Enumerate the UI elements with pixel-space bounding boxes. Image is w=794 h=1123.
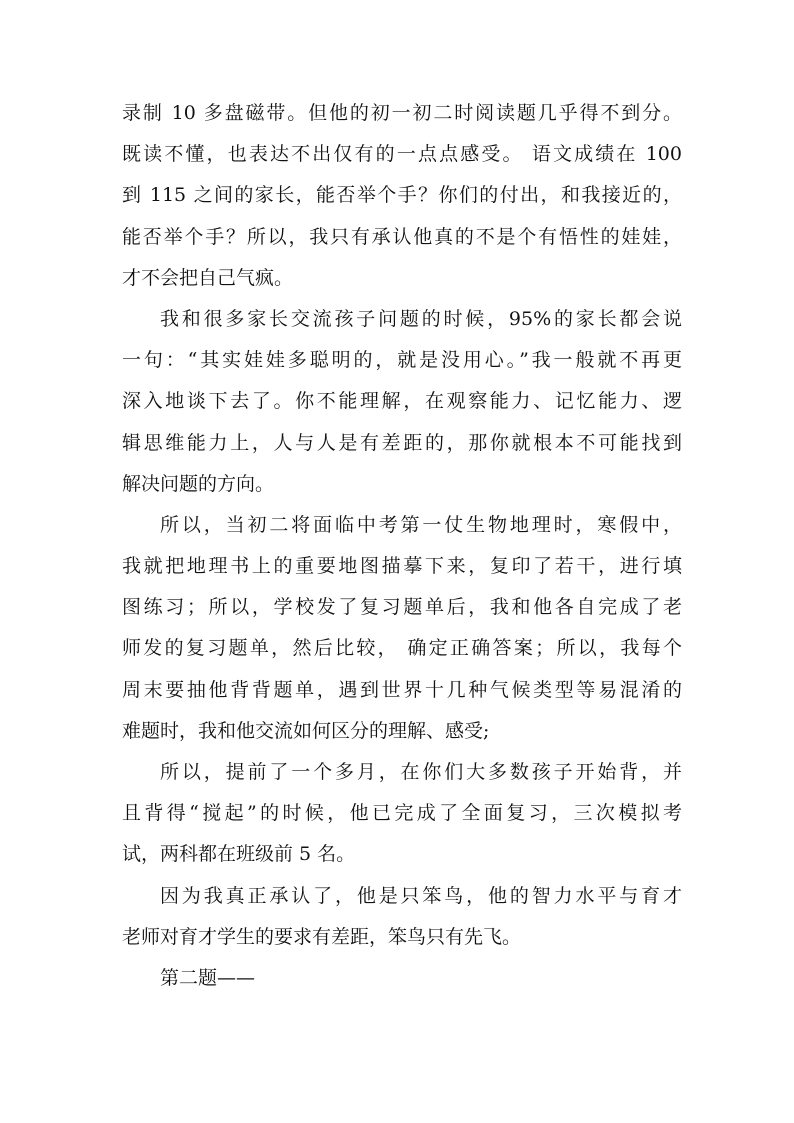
text-line: 难题时，我和他交流如何区分的理解、感受;	[122, 719, 490, 742]
paragraph	[122, 958, 682, 999]
text-line: 我和很多家长交流孩子问题的时候，95%的家长都会说	[160, 307, 682, 330]
text-line: 周末要抽他背背题单，遇到世界十几种气候类型等易混淆的	[122, 678, 682, 701]
text-line: 我就把地理书上的重要地图描摹下来，复印了若干，进行填	[122, 555, 682, 578]
text-line: 到 115 之间的家长，能否举个手？你们的付出，和我接近的，	[122, 184, 682, 207]
text-line: 且背得“搅起”的时候，他已完成了全面复习，三次模拟考	[122, 802, 682, 825]
paragraph	[122, 93, 682, 299]
text-line: 辑思维能力上，人与人是有差距的，那你就根本不可能找到	[122, 431, 682, 454]
section-heading: 第二题——	[160, 966, 256, 989]
text-line: 解决问题的方向。	[122, 472, 275, 495]
paragraph	[122, 505, 682, 752]
text-line: 深入地谈下去了。你不能理解，在观察能力、记忆能力、逻	[122, 390, 682, 413]
text-line: 因为我真正承认了，他是只笨鸟，他的智力水平与育才	[160, 884, 682, 907]
text-line: 所以，提前了一个多月，在你们大多数孩子开始背，并	[160, 761, 682, 783]
text-line: 所以，当初二将面临中考第一仗生物地理时，寒假中，	[160, 513, 682, 536]
text-line: 一句：“其实娃娃多聪明的，就是没用心。”我一般就不再更	[122, 349, 682, 372]
text-line: 老师对育才学生的要求有差距，笨鸟只有先飞。	[122, 925, 522, 948]
text-line: 试，两科都在班级前 5 名。	[122, 843, 356, 866]
text-line: 录制 10 多盘磁带。但他的初一初二时阅读题几乎得不到分。	[122, 102, 682, 124]
paragraph	[122, 876, 682, 958]
text-line: 图练习；所以，学校发了复习题单后，我和他各自完成了老	[122, 596, 682, 619]
text-line: 能否举个手？所以，我只有承认他真的不是个有悟性的娃娃，	[122, 225, 682, 248]
text-line: 既读不懂，也表达不出仅有的一点点感受。 语文成绩在 100	[122, 143, 682, 166]
document-body	[122, 93, 682, 999]
text-line: 师发的复习题单，然后比较， 确定正确答案；所以，我每个	[122, 637, 682, 660]
paragraph	[122, 299, 682, 505]
paragraph	[122, 752, 682, 876]
text-line: 才不会把自己气疯。	[122, 266, 294, 289]
